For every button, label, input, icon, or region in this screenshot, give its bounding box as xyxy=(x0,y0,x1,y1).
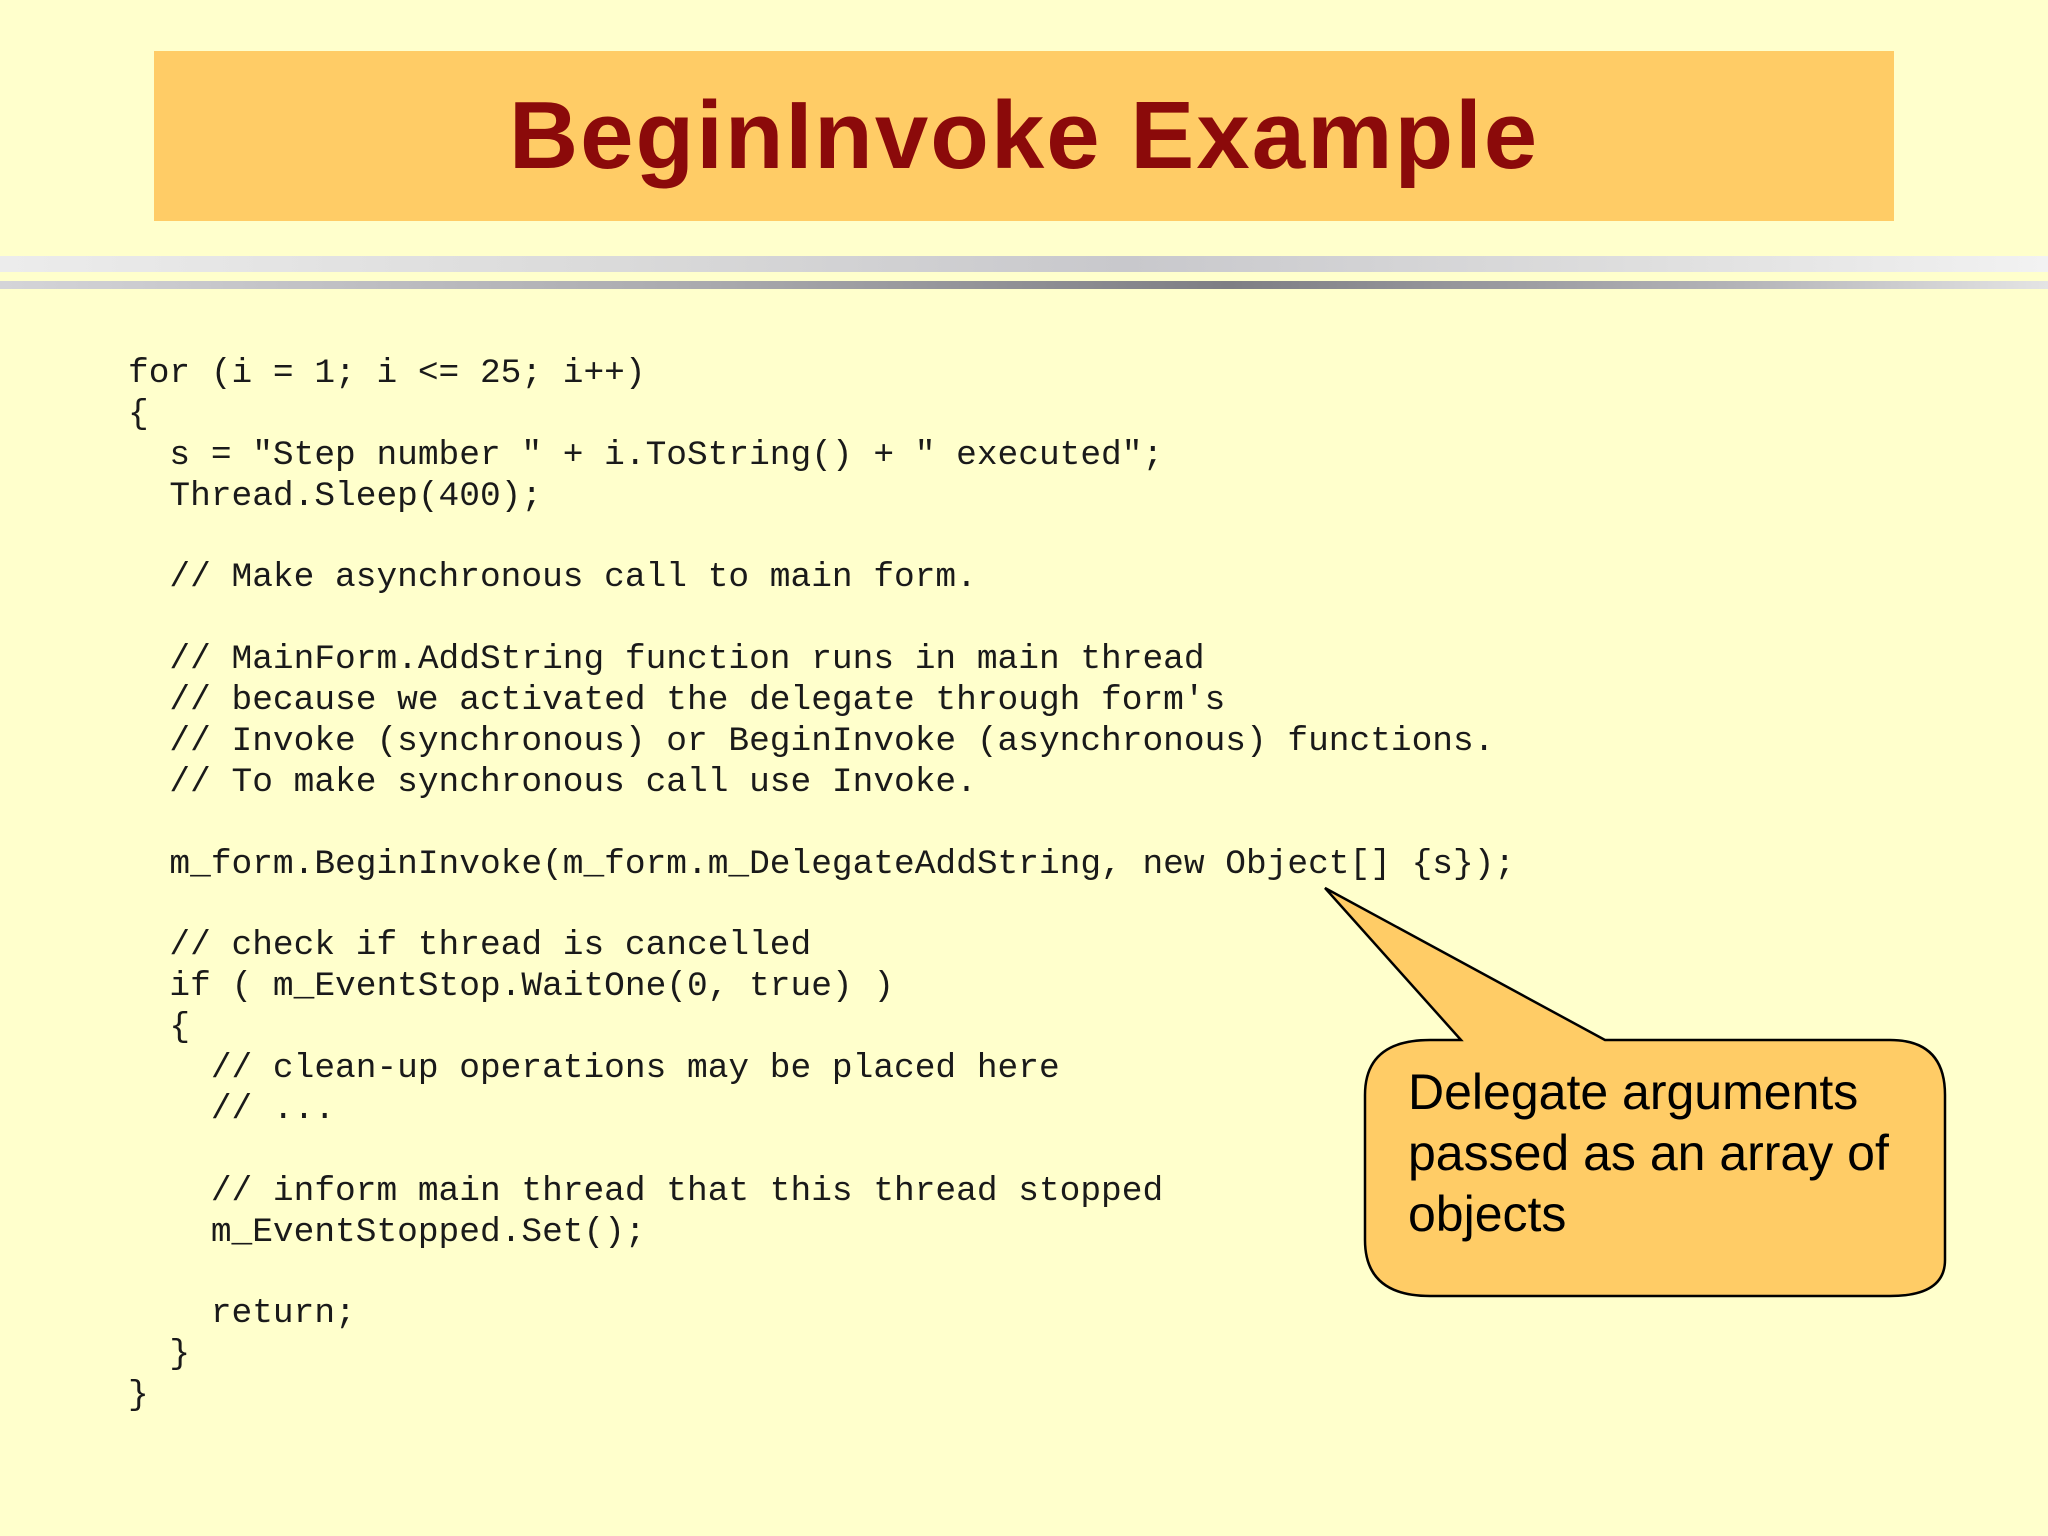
code-line: { xyxy=(128,1008,191,1048)
code-line: // check if thread is cancelled xyxy=(128,926,812,966)
code-line: m_form.BeginInvoke(m_form.m_DelegateAddString, new Object[] {s}); xyxy=(128,844,1516,884)
code-line: for (i = 1; i <= 25; i++) xyxy=(128,354,646,393)
code-line: // MainForm.AddString function runs in main thread xyxy=(128,640,1205,680)
code-line: } xyxy=(128,1335,191,1375)
code-line: } xyxy=(128,1376,149,1416)
code-line: if ( m_EventStop.WaitOne(0, true) ) xyxy=(128,967,895,1007)
callout-line: passed as an array of xyxy=(1408,1125,1889,1181)
code-line: m_EventStopped.Set(); xyxy=(128,1212,646,1252)
code-line: s = "Step number " + i.ToString() + " executed"; xyxy=(128,435,1164,475)
code-line: // because we activated the delegate through form's xyxy=(128,681,1226,721)
code-line: Thread.Sleep(400); xyxy=(128,476,543,516)
code-line: // inform main thread that this thread stopped xyxy=(128,1171,1164,1211)
code-line: // ... xyxy=(128,1090,336,1130)
slide-title: BeginInvoke Example xyxy=(508,82,1540,189)
code-line: // Invoke (synchronous) or BeginInvoke (asynchronous) functions. xyxy=(128,722,1495,762)
code-line: // clean-up operations may be placed here xyxy=(128,1049,1060,1089)
callout-line: objects xyxy=(1408,1186,1567,1242)
callout-line: Delegate arguments xyxy=(1408,1064,1859,1120)
code-line: { xyxy=(128,394,149,434)
code-line: return; xyxy=(128,1294,356,1334)
callout-text xyxy=(1408,1062,1928,1245)
code-line: // Make asynchronous call to main form. xyxy=(128,558,977,598)
code-line: // To make synchronous call use Invoke. xyxy=(128,762,977,802)
